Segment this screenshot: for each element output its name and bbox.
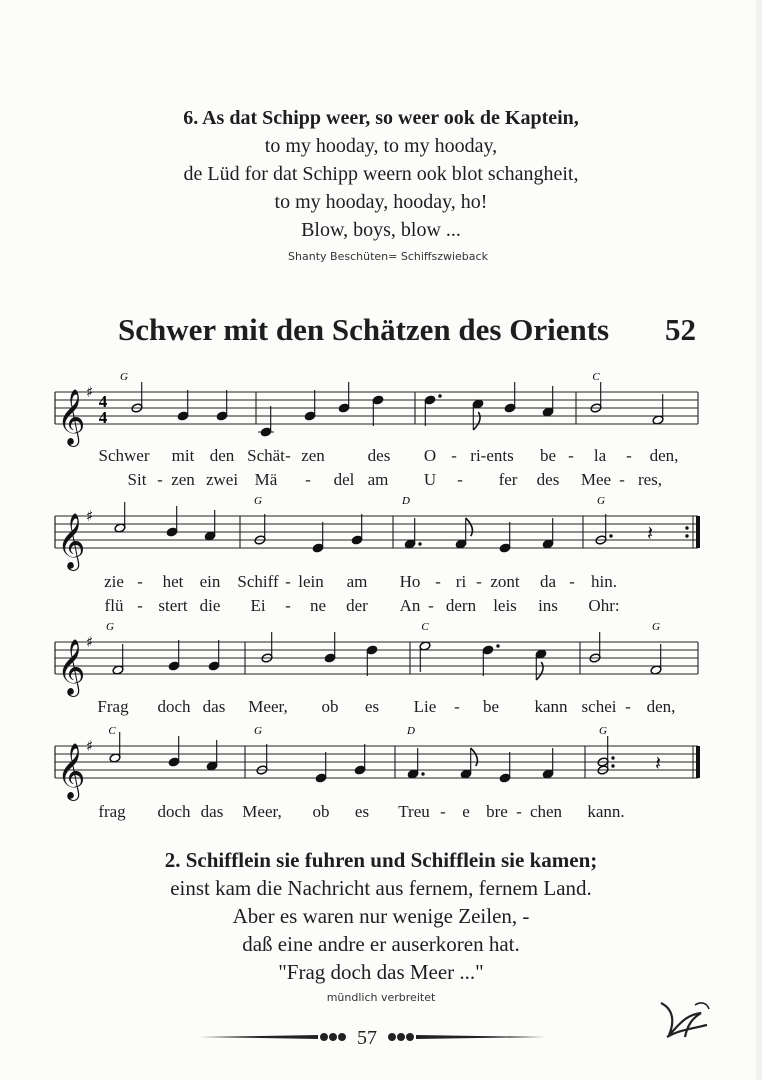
lyric-syllable: stert [158, 596, 188, 615]
lyric-syllable: e [462, 802, 470, 821]
lyric-syllable: den, [649, 446, 679, 465]
final-barline [696, 516, 700, 548]
lyrics-line [0, 596, 762, 618]
lyric-hyphen: - [285, 446, 291, 465]
lyric-syllable: kann [534, 697, 568, 716]
lyric-syllable: An [399, 596, 421, 615]
sharp-icon: ♯ [86, 633, 94, 651]
lyric-syllable: zwei [205, 470, 239, 489]
time-signature-top: 4 [98, 392, 108, 411]
augmentation-dot [611, 756, 614, 759]
sharp-icon: ♯ [86, 383, 94, 401]
lyric-syllable: Ei [250, 596, 266, 615]
treble-clef-icon: 𝄞 [57, 743, 86, 799]
lyric-syllable: es [354, 802, 370, 821]
lyric-hyphen: - [440, 802, 446, 821]
verse-line: einst kam die Nachricht aus fernem, fernem Land. [170, 876, 592, 900]
lyric-syllable: des [367, 446, 391, 465]
treble-clef-icon: 𝄞 [57, 639, 86, 695]
lyric-syllable: ne [309, 596, 327, 615]
lyric-syllable: zen [171, 470, 195, 489]
chord-symbol: C [592, 371, 600, 383]
page-footer [0, 1025, 762, 1049]
lyric-syllable: der [346, 596, 368, 615]
quarter-rest-icon: 𝄽 [654, 751, 662, 775]
quarter-rest-icon: 𝄽 [646, 521, 654, 545]
lyric-hyphen: - [285, 596, 291, 615]
verse-line: de Lüd for dat Schipp weern ook blot schangheit, [183, 163, 579, 185]
lyric-hyphen: - [435, 572, 441, 591]
chord-symbol: C [421, 621, 429, 633]
time-signature-bottom: 4 [98, 408, 108, 427]
lyric-syllable: da [539, 572, 557, 591]
song-number: 52 [665, 312, 696, 347]
lyric-syllable: schei [581, 697, 617, 716]
lyric-hyphen: - [619, 470, 625, 489]
lyric-hyphen: - [305, 470, 311, 489]
lyric-hyphen: - [157, 470, 163, 489]
lyric-hyphen: - [137, 572, 143, 591]
augmentation-dot [611, 764, 614, 767]
lyric-syllable: mit [171, 446, 195, 465]
lyric-hyphen: - [457, 470, 463, 489]
lyric-syllable: Schät [247, 446, 285, 465]
lyric-syllable: zen [301, 446, 325, 465]
lyric-syllable: lein [298, 572, 324, 591]
lyric-syllable: zie [104, 572, 124, 591]
lyric-hyphen: - [285, 572, 291, 591]
lyric-syllable: be [482, 697, 500, 716]
lyric-syllable: doch [157, 697, 191, 716]
lyric-syllable: am [367, 470, 389, 489]
lyrics-line [0, 470, 762, 492]
lyric-syllable: ins [538, 596, 558, 615]
lyric-syllable: die [199, 596, 221, 615]
lyric-syllable: frag [98, 802, 126, 821]
lyric-syllable: dern [445, 596, 477, 615]
lyric-hyphen: - [516, 802, 522, 821]
chord-symbol: G [254, 725, 262, 737]
lyric-syllable: Mee [580, 470, 612, 489]
augmentation-dot [421, 772, 424, 775]
lyric-syllable: O [423, 446, 437, 465]
lyric-hyphen: - [568, 446, 574, 465]
lyric-syllable: chen [529, 802, 563, 821]
lyric-syllable: Sit [127, 470, 147, 489]
lyric-syllable: Schwer [98, 446, 150, 465]
lyric-syllable: das [200, 802, 224, 821]
verse-line: "Frag doch das Meer ..." [278, 960, 484, 984]
source-note: Shanty Beschüten= Schiffszwieback [288, 250, 488, 263]
sharp-icon: ♯ [86, 507, 94, 525]
song-title: Schwer mit den Schätzen des Orients [118, 312, 610, 347]
augmentation-dot [438, 394, 441, 397]
verse-line: to my hooday, to my hooday, [264, 135, 498, 157]
lyric-syllable: Meer, [242, 802, 282, 821]
lyric-syllable: leis [493, 596, 517, 615]
lyric-syllable: das [202, 697, 226, 716]
chord-symbol: C [108, 725, 116, 737]
verse-line: Blow, boys, blow ... [301, 219, 461, 241]
chord-symbol: G [599, 725, 607, 737]
lyric-syllable: ein [199, 572, 221, 591]
lyric-syllable: Meer, [248, 697, 288, 716]
augmentation-dot [609, 534, 612, 537]
lyric-syllable: Mä [254, 470, 278, 489]
eighth-flag-icon [466, 518, 473, 536]
lyric-syllable: het [162, 572, 184, 591]
lyrics-line [0, 802, 762, 824]
eighth-flag-icon [473, 412, 480, 430]
page-number: 57 [357, 1027, 377, 1049]
eighth-flag-icon [471, 748, 478, 766]
lyric-syllable: zont [490, 572, 520, 591]
lyric-hyphen: - [626, 446, 632, 465]
verse-6 [0, 104, 762, 271]
chord-symbol: G [652, 621, 660, 633]
augmentation-dot [496, 644, 499, 647]
lyric-syllable: ri-ents [470, 446, 514, 465]
chord-symbol: D [402, 495, 410, 507]
lyric-hyphen: - [625, 697, 631, 716]
verse-line: daß eine andre er auserkoren hat. [242, 932, 520, 956]
lyric-syllable: ob [312, 802, 330, 821]
repeat-dot [685, 534, 688, 537]
lyric-syllable: Schiff [237, 572, 279, 591]
lyric-syllable: res, [637, 470, 663, 489]
lyric-syllable: fer [498, 470, 518, 489]
lyric-hyphen: - [454, 697, 460, 716]
chord-symbol: G [120, 371, 128, 383]
treble-clef-icon: 𝄞 [57, 513, 86, 569]
sharp-icon: ♯ [86, 737, 94, 755]
lyric-syllable: be [539, 446, 557, 465]
lyric-syllable: Ho [399, 572, 421, 591]
chord-symbol: D [407, 725, 415, 737]
lyric-hyphen: - [451, 446, 457, 465]
lyric-syllable: Frag [97, 697, 129, 716]
lyric-syllable: es [364, 697, 380, 716]
lyric-syllable: des [536, 470, 560, 489]
lyric-syllable: den [209, 446, 235, 465]
source-note: mündlich verbreitet [326, 991, 436, 1004]
lyrics-line [0, 697, 762, 719]
lyric-hyphen: - [137, 596, 143, 615]
lyrics-line [0, 446, 762, 468]
verse-line: Aber es waren nur wenige Zeilen, - [232, 904, 530, 928]
verse-2 [0, 846, 762, 1012]
chord-symbol: G [254, 495, 262, 507]
lyric-syllable: Treu [398, 802, 430, 821]
lyric-hyphen: - [428, 596, 434, 615]
verse-line: 6. As dat Schipp weer, so weer ook de Kaptein, [183, 107, 579, 129]
verse-line: 2. Schifflein sie fuhren und Schifflein sie kamen; [164, 848, 598, 872]
lyric-hyphen: - [476, 572, 482, 591]
lyric-syllable: flü [104, 596, 124, 615]
lyric-syllable: am [346, 572, 368, 591]
repeat-dot [685, 526, 688, 529]
treble-clef-icon: 𝄞 [57, 389, 86, 445]
chord-symbol: G [597, 495, 605, 507]
lyric-hyphen: - [569, 572, 575, 591]
verse-line: to my hooday, hooday, ho! [274, 191, 488, 213]
lyric-syllable: kann. [587, 802, 625, 821]
final-barline [696, 746, 700, 778]
chord-symbol: G [106, 621, 114, 633]
lyric-syllable: hin. [591, 572, 617, 591]
lyric-syllable: Ohr: [588, 596, 620, 615]
lyric-syllable: den, [646, 697, 676, 716]
lyrics-line [0, 572, 762, 594]
lyric-syllable: ri [455, 572, 467, 591]
lyric-syllable: Lie [413, 697, 437, 716]
augmentation-dot [418, 542, 421, 545]
lyric-syllable: bre [486, 802, 508, 821]
lyric-syllable: doch [157, 802, 191, 821]
lyric-syllable: la [593, 446, 607, 465]
lyric-syllable: ob [321, 697, 339, 716]
lyric-syllable: U [423, 470, 437, 489]
lyric-syllable: del [333, 470, 355, 489]
eighth-flag-icon [536, 662, 543, 680]
